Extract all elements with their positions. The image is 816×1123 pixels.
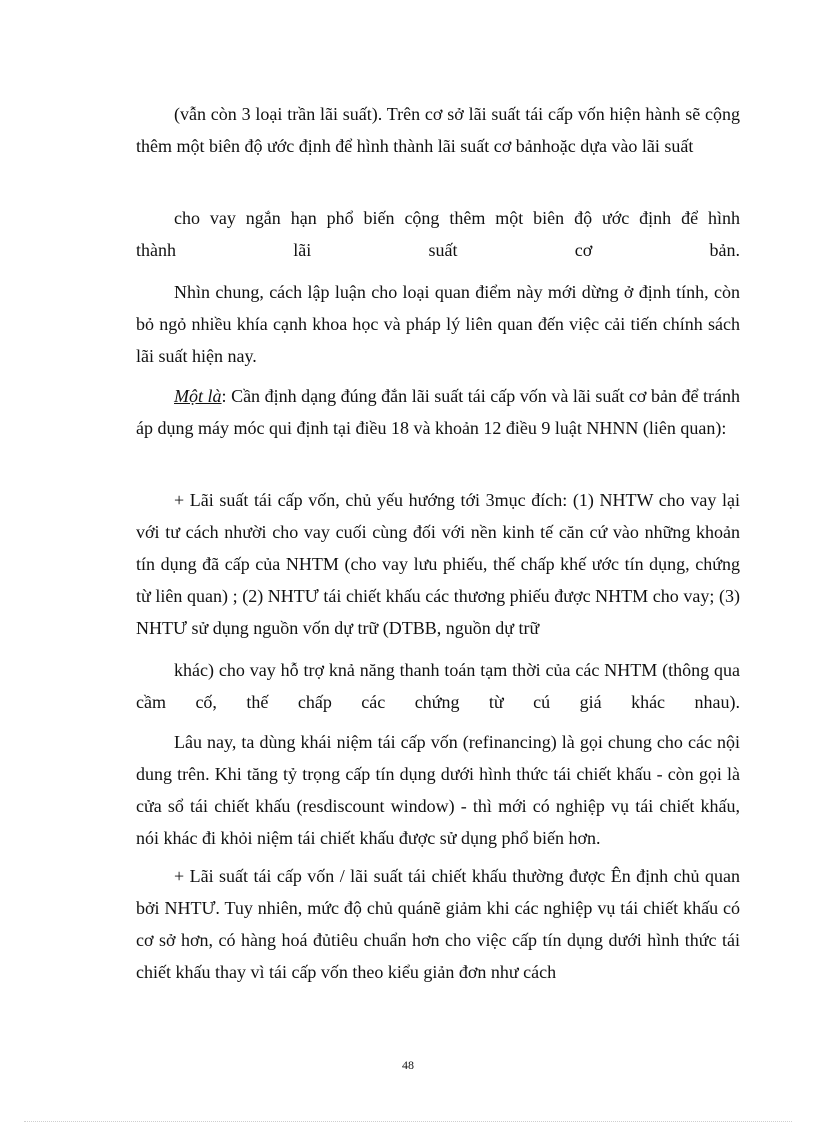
paragraph-1-text: (vẫn còn 3 loại trần lãi suất). Trên cơ sở lãi suất tái cấp vốn hiện hành sẽ cộng thêm một biên độ ước định để hình thành lãi suất cơ bảnhoặc dựa vào lãi suất	[136, 104, 740, 156]
paragraph-7	[136, 726, 740, 854]
page-bottom-divider	[24, 1121, 792, 1122]
paragraph-6-text: khác) cho vay hỗ trợ knả năng thanh toán tạm thời của các NHTM (thông qua cầm cố, thế chấp các chứng từ cú giá khác nhau).	[136, 660, 740, 712]
paragraph-2	[136, 202, 740, 266]
paragraph-1	[136, 98, 740, 162]
paragraph-3-text: Nhìn chung, cách lập luận cho loại quan điểm này mới dừng ở định tính, còn bỏ ngỏ nhiều khía cạnh khoa học và pháp lý liên quan đến việc cải tiến chính sách lãi suất hiện nay.	[136, 282, 740, 366]
paragraph-4-text	[136, 380, 740, 444]
paragraph-7-text: Lâu nay, ta dùng khái niệm tái cấp vốn (refinancing) là gọi chung cho các nội dung trên. Khi tăng tỷ trọng cấp tín dụng dưới hình thức tái chiết khấu - còn gọi là cửa sổ tái chiết khấu (resdiscount window) - thì mới có nghiệp vụ tái chiết khấu, nói khác đi khỏi niệm tái chiết khấu được sử dụng phổ biến hơn.	[136, 732, 740, 848]
paragraph-5-text: + Lãi suất tái cấp vốn, chủ yếu hướng tới 3mục đích: (1) NHTW cho vay lại với tư cách nhười cho vay cuối cùng đối với nền kinh tế căn cứ vào những khoản tín dụng đã cấp của NHTM (cho vay lưu phiếu, thế chấp khế ước tín dụng, chứng từ liên quan) ; (2) NHTƯ tái chiết khấu các thương phiếu được NHTM cho vay; (3) NHTƯ sử dụng nguồn vốn dự trữ (DTBB, nguồn dự trữ	[136, 490, 740, 638]
page-number: 48	[402, 1058, 414, 1072]
paragraph-6	[136, 654, 740, 718]
paragraph-3	[136, 276, 740, 372]
paragraph-4	[136, 380, 740, 444]
paragraph-2-line-1: cho vay ngắn hạn phổ biến cộng thêm một biên độ ước định để hình	[174, 208, 740, 228]
paragraph-8-text: + Lãi suất tái cấp vốn / lãi suất tái chiết khấu thường được Ên định chủ quan bởi NHTƯ. Tuy nhiên, mức độ chủ quánẽ giảm khi các nghiệp vụ tái chiết khấu có cơ sở hơn, có hàng hoá đủtiêu chuẩn hơn cho việc cấp tín dụng dưới hình thức tái chiết khấu thay vì tái cấp vốn theo kiểu giản đơn như cách	[136, 866, 740, 982]
paragraph-8	[136, 860, 740, 988]
paragraph-5	[136, 484, 740, 644]
paragraph-2-line-2: thành lãi suất cơ bản.	[136, 240, 740, 260]
paragraph-4-label: Một là	[174, 386, 222, 406]
paragraph-4-body: : Cần định dạng đúng đắn lãi suất tái cấp vốn và lãi suất cơ bản để tránh áp dụng máy móc qui định tại điều 18 và khoản 12 điều 9 luật NHNN (liên quan):	[136, 386, 740, 438]
